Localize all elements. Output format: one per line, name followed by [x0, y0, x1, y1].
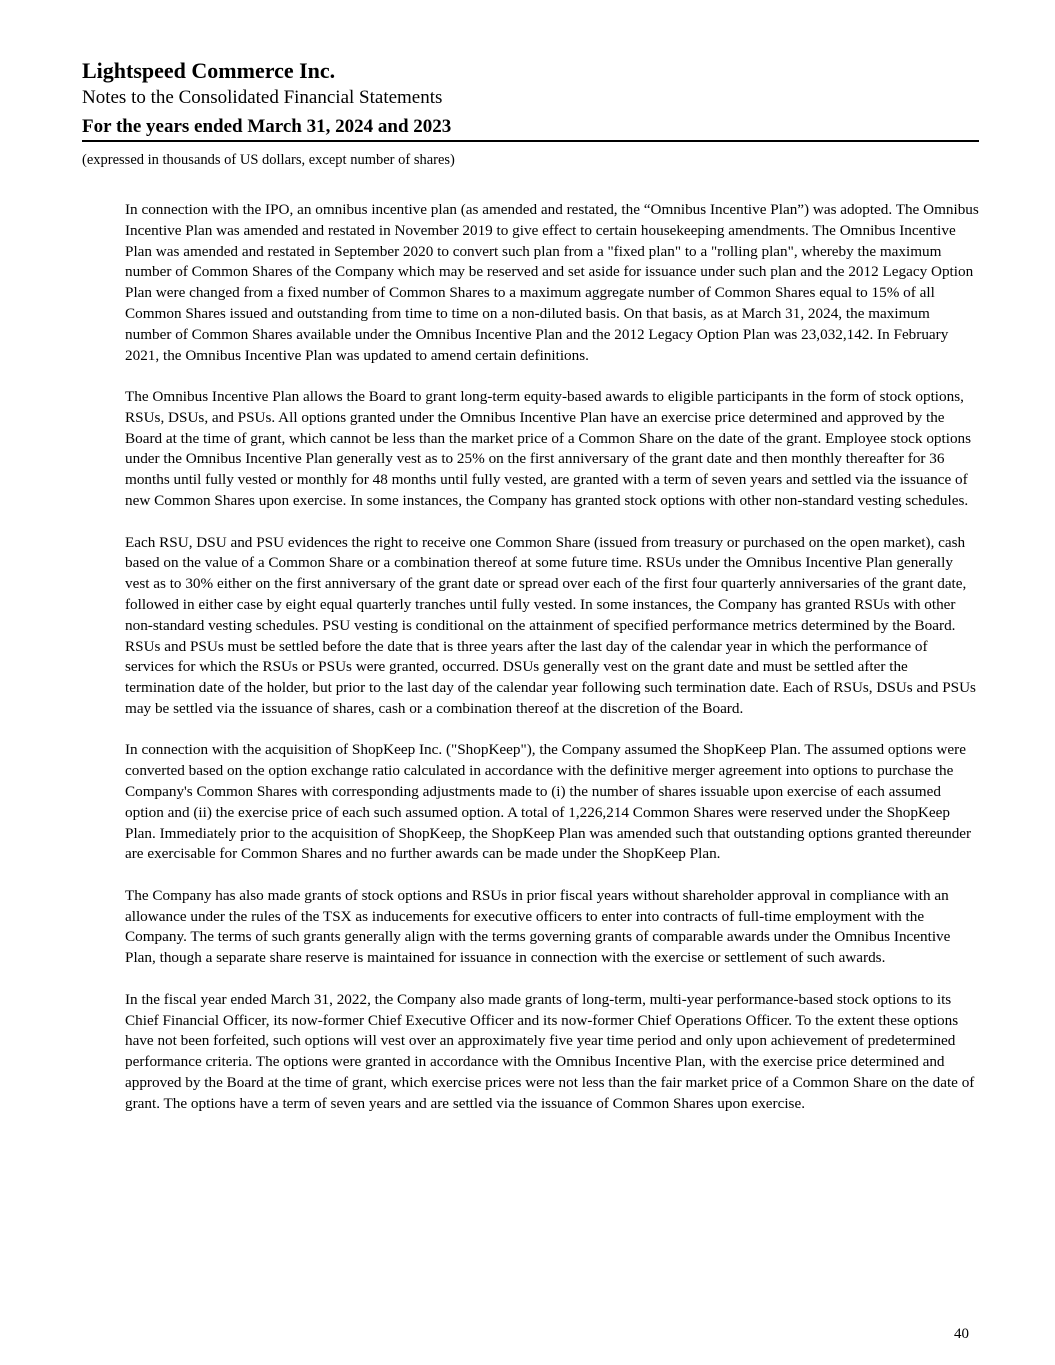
paragraph-shopkeep-plan: In connection with the acquisition of ShopKeep Inc. ("ShopKeep"), the Company assumed the ShopKeep Plan. The assumed options were converted based on the option exchange ratio calculated in accordance with the definitive merger agreement into options to purchase the Company's Common Shares with corresponding adjustments made to (i) the number of shares issuable upon exercise of each assumed option and (ii) the exercise price of each such assumed option. A total of 1,226,214 Common Shares were reserved under the ShopKeep Plan. Immediately prior to the acquisition of ShopKeep, the ShopKeep Plan was amended such that outstanding options granted thereunder are exercisable for Common Shares and no further awards can be made under the ShopKeep Plan.: [125, 741, 972, 863]
company-name: Lightspeed Commerce Inc.: [82, 58, 336, 83]
page-header: [82, 56, 979, 170]
page-number: 40: [954, 1326, 969, 1342]
units-note: (expressed in thousands of US dollars, except number of shares): [82, 152, 455, 168]
paragraph-rsu-dsu-psu: Each RSU, DSU and PSU evidences the right to receive one Common Share (issued from treasury or purchased on the open market), cash based on the value of a Common Share or a combination thereof at some future time. RSUs under the Omnibus Incentive Plan generally vest as to 30% either on the first anniversary of the grant date or spread over each of the first four quarterly anniversaries of the grant date, followed in either case by eight equal quarterly tranches until fully vested. In some instances, the Company has granted RSUs with other non-standard vesting schedules. PSU vesting is conditional on the attainment of specified performance metrics determined by the Board. RSUs and PSUs must be settled before the date that is three years after the last day of the calendar year in which the performance of services for which the RSUs or PSUs were granted, occurred. DSUs generally vest on the grant date and must be settled after the termination date of the holder, but prior to the last day of the calendar year following such termination date. Each of RSUs, DSUs and PSUs may be settled via the issuance of shares, cash or a combination thereof at the discretion of the Board.: [125, 533, 976, 717]
paragraph-inducement-grants: The Company has also made grants of stock options and RSUs in prior fiscal years without shareholder approval in compliance with an allowance under the rules of the TSX as inducements for executive officers to enter into contracts of full-time employment with the Company. The terms of such grants generally align with the terms governing grants of comparable awards under the Omnibus Incentive Plan, though a separate share reserve is maintained for issuance in connection with the exercise or settlement of such awards.: [125, 886, 951, 967]
paragraph-performance-options: In the fiscal year ended March 31, 2022, the Company also made grants of long-term, multi-year performance-based stock options to its Chief Financial Officer, its now-former Chief Executive Officer and its now-former Chief Operations Officer. To the extent these options have not been forfeited, such options will vest over an approximately five year time period and only upon achievement of predetermined performance criteria. The options were granted in accordance with the Omnibus Incentive Plan, with the exercise price determined and approved by the Board at the time of grant, which exercise prices were not less than the fair market price of a Common Share on the date of grant. The options have a term of seven years and are settled via the issuance of Common Shares upon exercise.: [125, 990, 975, 1112]
paragraph-omnibus-plan-awards: The Omnibus Incentive Plan allows the Board to grant long-term equity-based awards to eligible participants in the form of stock options, RSUs, DSUs, and PSUs. All options granted under the Omnibus Incentive Plan have an exercise price determined and approved by the Board at the time of grant, which cannot be less than the market price of a Common Share on the date of the grant. Employee stock options under the Omnibus Incentive Plan generally vest as to 25% on the first anniversary of the grant date and then monthly thereafter for 36 months until fully vested or monthly for 48 months until fully vested, are granted with a term of seven years and settled via the issuance of new Common Shares upon exercise. In some instances, the Company has granted stock options with other non-standard vesting schedules.: [125, 388, 972, 510]
paragraph-omnibus-plan-adoption: In connection with the IPO, an omnibus incentive plan (as amended and restated, the “Omnibus Incentive Plan”) was adopted. The Omnibus Incentive Plan was amended and restated in November 2019 to give effect to certain housekeeping amendments. The Omnibus Incentive Plan was amended and restated in September 2020 to convert such plan from a "fixed plan" to a "rolling plan", whereby the maximum number of Common Shares of the Company which may be reserved and set aside for issuance under such plan and the 2012 Legacy Option Plan were changed from a fixed number of Common Shares to a maximum aggregate number of Common Shares equal to 15% of all Common Shares issued and outstanding from time to time on a non-diluted basis. On that basis, as at March 31, 2024, the maximum number of Common Shares available under the Omnibus Incentive Plan and the 2012 Legacy Option Plan was 23,032,142. In February 2021, the Omnibus Incentive Plan was updated to amend certain definitions.: [125, 201, 979, 364]
document-title: Notes to the Consolidated Financial Statements: [82, 87, 443, 108]
reporting-period: For the years ended March 31, 2024 and 2023: [82, 114, 979, 142]
notes-body: [125, 200, 979, 1135]
